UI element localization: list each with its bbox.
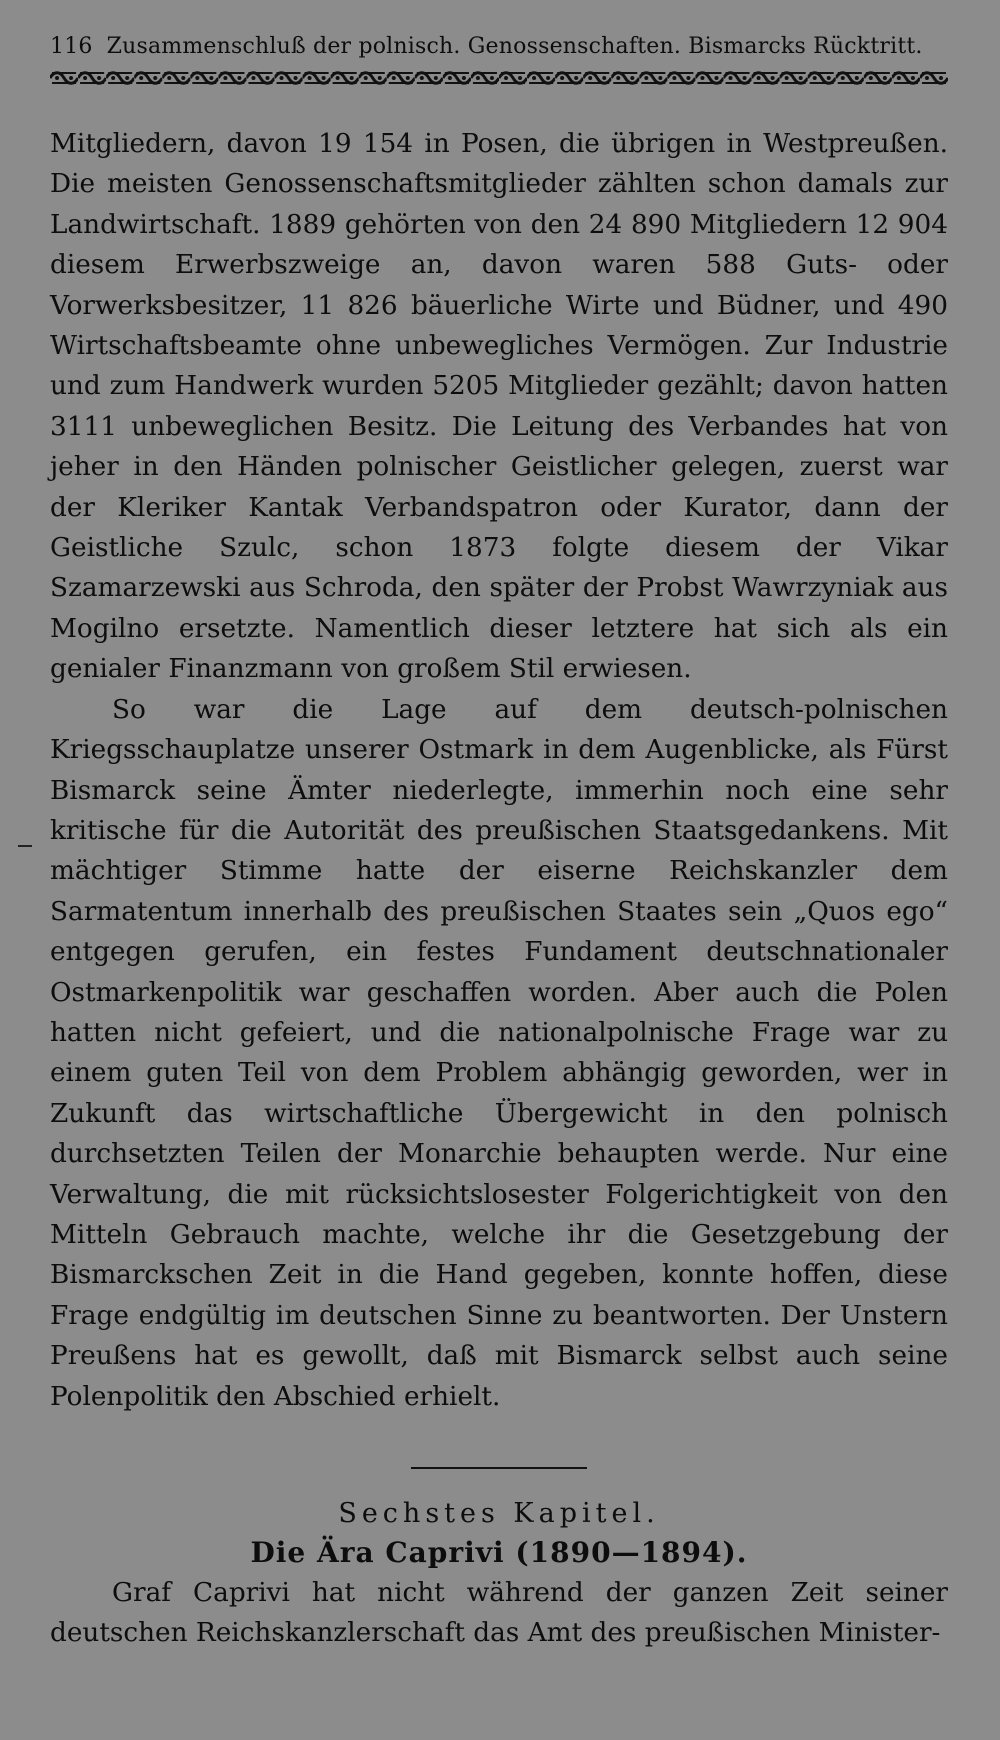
chapter-title: Die Ära Caprivi (1890—1894). [250, 1536, 748, 1569]
main-text [50, 124, 948, 1417]
margin-mark [18, 845, 32, 847]
section-divider [411, 1467, 587, 1469]
ornament-band [50, 70, 948, 86]
ornamental-border [50, 70, 948, 86]
running-header [50, 30, 948, 64]
paragraph: Mitgliedern, davon 19 154 in Posen, die übrigen in Westpreußen. Die meisten Genossenschaftsmitglieder zählten schon damals zur Landwirtschaft. 1889 gehörten von den 24 890 Mitgliedern 12 904 diesem Erwerbszweige an, davon waren 588 Guts- oder Vorwerksbesitzer, 11 826 bäuerliche Wirte und Büdner, und 490 Wirtschaftsbeamte ohne unbewegliches Vermögen. Zur Industrie und zum Handwerk wurden 5205 Mitglieder gezählt; davon hatten 3111 unbeweglichen Besitz. Die Leitung des Verbandes hat von jeher in den Händen polnischer Geistlicher gelegen, zuerst war der Kleriker Kantak Verbandspatron oder Kurator, dann der Geistliche Szulc, schon 1873 folgte diesem der Vikar Szamarzewski aus Schroda, den später der Probst Wawrzyniak aus Mogilno ersetzte. Namentlich dieser letztere hat sich als ein genialer Finanzmann von großem Stil erwiesen. [50, 129, 948, 685]
page-number: 116 [50, 34, 93, 59]
running-title: Zusammenschluß der polnisch. Genossenschaften. Bismarcks Rücktritt. [106, 34, 923, 59]
chapter-label: Sechstes Kapitel. [338, 1498, 660, 1529]
chapter-text [50, 1573, 948, 1654]
paragraph: So war die Lage auf dem deutsch-polnischen Kriegsschauplatze unserer Ostmark in dem Augenblicke, als Fürst Bismarck seine Ämter niederlegte, immerhin noch eine sehr kritische für die Autorität des preußischen Staatsgedankens. Mit mächtiger Stimme hatte der eiserne Reichskanzler dem Sarmatentum innerhalb des preußischen Staates sein „Quos ego“ entgegen gerufen, ein festes Fundament deutschnationaler Ostmarkenpolitik war geschaffen worden. Aber auch die Polen hatten nicht gefeiert, und die nationalpolnische Frage war zu einem guten Teil von dem Problem abhängig geworden, wer in Zukunft das wirtschaftliche Übergewicht in den polnisch durchsetzten Teilen der Monarchie behaupten werde. Nur eine Verwaltung, die mit rücksichtslosester Folgerichtigkeit von den Mitteln Gebrauch machte, welche ihr die Gesetzgebung der Bismarckschen Zeit in die Hand gegeben, konnte hoffen, diese Frage endgültig im deutschen Sinne zu beantworten. Der Unstern Preußens hat es gewollt, daß mit Bismarck selbst auch seine Polenpolitik den Abschied erhielt. [50, 694, 948, 1412]
paragraph: Graf Caprivi hat nicht während der ganzen Zeit seiner deutschen Reichskanzlerschaft das Amt des preußischen Minister- [50, 1578, 948, 1649]
